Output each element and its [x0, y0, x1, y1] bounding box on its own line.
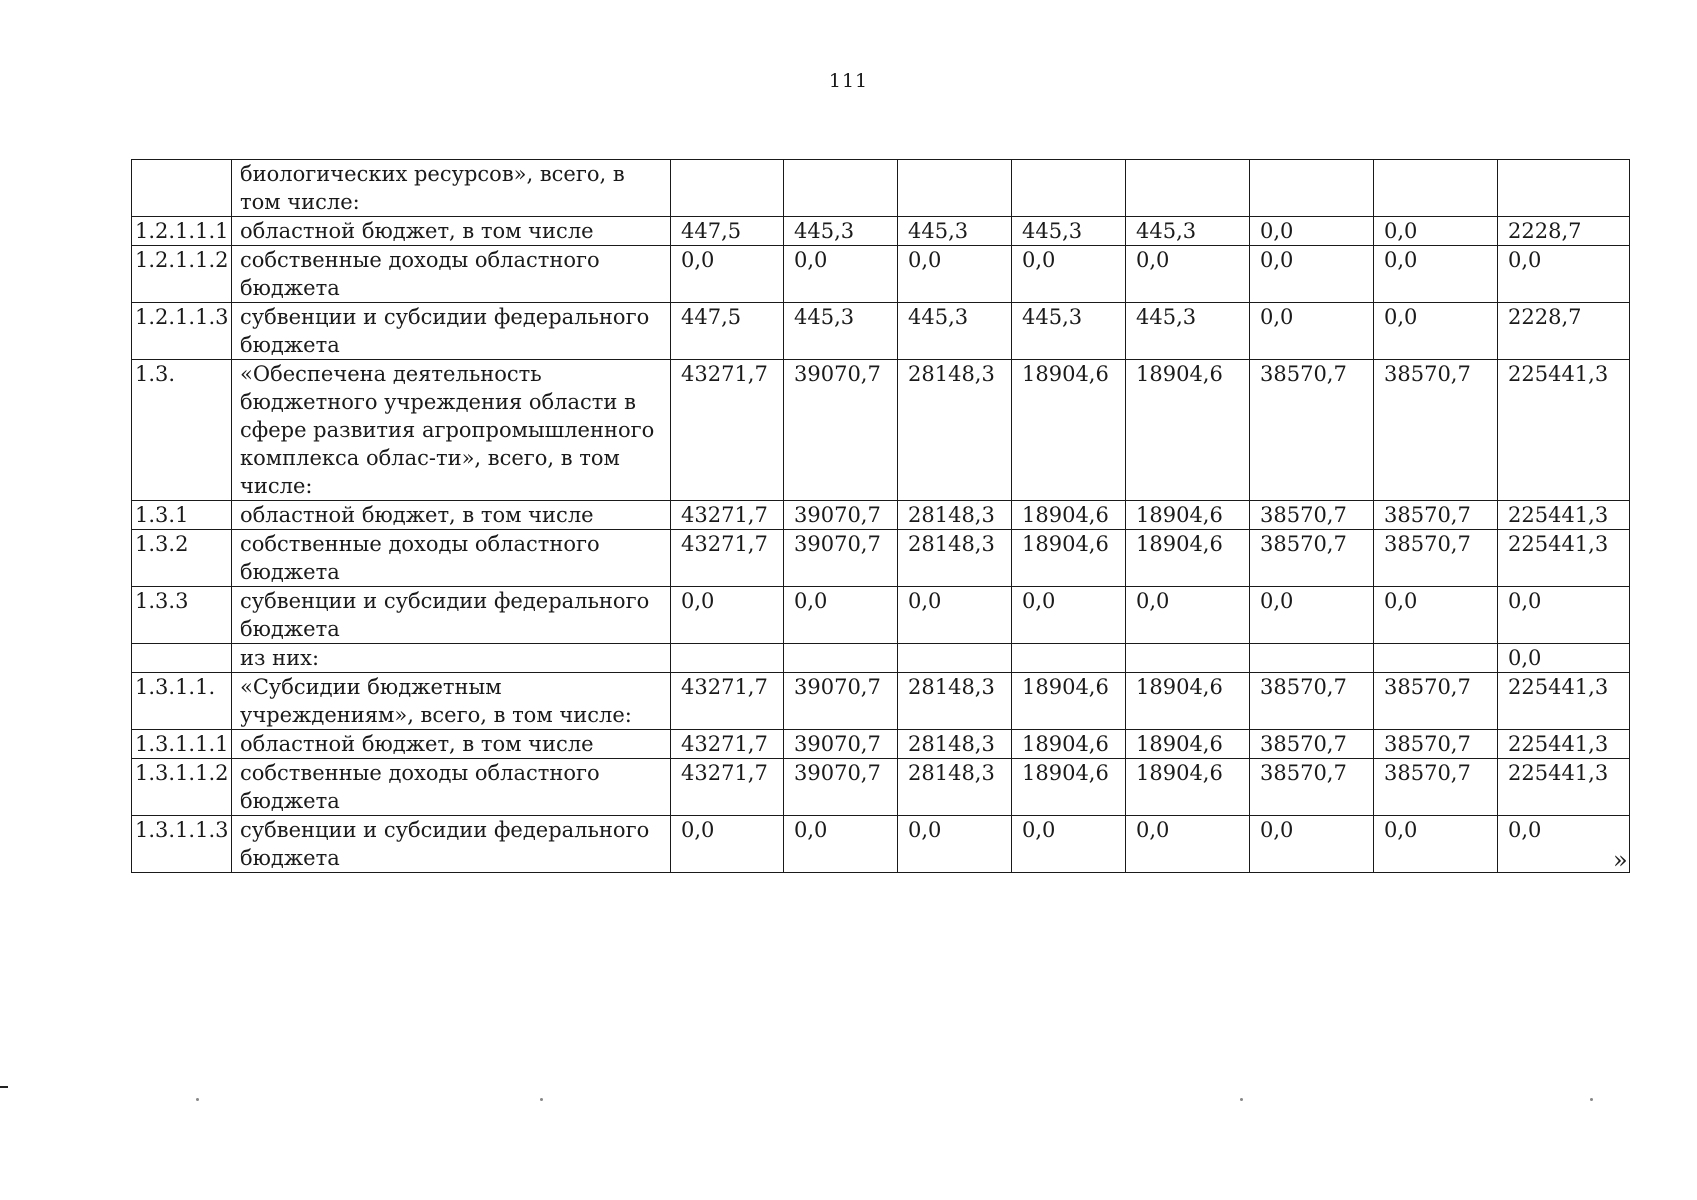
- row-value: [898, 160, 1012, 217]
- row-code: 1.3.1.1.2: [132, 759, 232, 816]
- row-value: 0,0: [1250, 246, 1374, 303]
- row-value: 225441,3: [1498, 759, 1630, 816]
- row-value: 225441,3: [1498, 673, 1630, 730]
- row-code: 1.3.3: [132, 587, 232, 644]
- row-value: [1012, 160, 1126, 217]
- row-value: 2228,7: [1498, 303, 1630, 360]
- table-row: [132, 501, 1630, 530]
- row-value: 0,0: [1012, 816, 1126, 873]
- row-value: 39070,7: [784, 360, 898, 501]
- row-value: 38570,7: [1374, 530, 1498, 587]
- row-value: 0,0: [784, 587, 898, 644]
- row-value: 18904,6: [1126, 530, 1250, 587]
- row-value: 28148,3: [898, 501, 1012, 530]
- scan-speck: [1240, 1098, 1243, 1101]
- row-value: 38570,7: [1250, 759, 1374, 816]
- row-value: 28148,3: [898, 730, 1012, 759]
- row-value: [898, 644, 1012, 673]
- row-code: 1.3.2: [132, 530, 232, 587]
- row-code: [132, 644, 232, 673]
- table-row: [132, 644, 1630, 673]
- row-value: [1012, 644, 1126, 673]
- row-value: 38570,7: [1250, 501, 1374, 530]
- row-name: областной бюджет, в том числе: [232, 730, 671, 759]
- row-value: 18904,6: [1126, 730, 1250, 759]
- row-value: 0,0: [671, 816, 784, 873]
- row-value: 43271,7: [671, 673, 784, 730]
- table-row: [132, 816, 1630, 873]
- row-value: 0,0: [1374, 587, 1498, 644]
- row-value: 445,3: [1126, 303, 1250, 360]
- row-value: 0,0: [1126, 587, 1250, 644]
- row-value: 38570,7: [1250, 730, 1374, 759]
- row-code: 1.3.1.1.: [132, 673, 232, 730]
- row-value: [1374, 160, 1498, 217]
- row-value: 38570,7: [1250, 530, 1374, 587]
- row-value: [784, 160, 898, 217]
- row-value: 0,0: [1250, 587, 1374, 644]
- row-name: биологических ресурсов», всего, в том числе:: [232, 160, 671, 217]
- row-value: 18904,6: [1012, 759, 1126, 816]
- row-value: 38570,7: [1250, 673, 1374, 730]
- table-row: [132, 673, 1630, 730]
- row-value: 0,0: [1126, 246, 1250, 303]
- row-value: 0,0: [1250, 303, 1374, 360]
- row-value: [1374, 644, 1498, 673]
- row-value: [1498, 160, 1630, 217]
- table-row: [132, 360, 1630, 501]
- row-value: 447,5: [671, 217, 784, 246]
- row-name: областной бюджет, в том числе: [232, 217, 671, 246]
- row-value: 445,3: [1012, 217, 1126, 246]
- row-value: 0,0: [1250, 217, 1374, 246]
- row-value: 445,3: [898, 303, 1012, 360]
- row-value: 43271,7: [671, 759, 784, 816]
- row-code: 1.2.1.1.1: [132, 217, 232, 246]
- row-value: 0,0: [1012, 246, 1126, 303]
- row-value: 43271,7: [671, 501, 784, 530]
- row-value: 39070,7: [784, 759, 898, 816]
- row-value: 0,0: [1498, 587, 1630, 644]
- row-value: 225441,3: [1498, 501, 1630, 530]
- scan-speck: [540, 1098, 543, 1101]
- row-value: 225441,3: [1498, 730, 1630, 759]
- row-value: 0,0: [671, 246, 784, 303]
- row-value: 225441,3: [1498, 360, 1630, 501]
- budget-table: [131, 159, 1630, 873]
- row-value: 445,3: [784, 217, 898, 246]
- row-value: 18904,6: [1126, 360, 1250, 501]
- row-value: 0,0: [1012, 587, 1126, 644]
- row-name: «Субсидии бюджетным учреждениям», всего, в том числе:: [232, 673, 671, 730]
- row-value: 0,0: [1250, 816, 1374, 873]
- row-value: 0,0: [1374, 303, 1498, 360]
- table-row: [132, 530, 1630, 587]
- row-code: [132, 160, 232, 217]
- row-value: 0,0: [784, 246, 898, 303]
- row-value: 0,0: [1374, 246, 1498, 303]
- row-value: 18904,6: [1012, 501, 1126, 530]
- row-value: 0,0: [1126, 816, 1250, 873]
- row-value: 0,0: [1498, 816, 1630, 873]
- row-name: из них:: [232, 644, 671, 673]
- row-value: [1126, 644, 1250, 673]
- row-name: субвенции и субсидии федерального бюджета: [232, 816, 671, 873]
- table-body: [132, 160, 1630, 873]
- row-value: 43271,7: [671, 530, 784, 587]
- table-row: [132, 246, 1630, 303]
- row-value: 38570,7: [1374, 360, 1498, 501]
- row-value: 38570,7: [1250, 360, 1374, 501]
- row-value: 18904,6: [1012, 730, 1126, 759]
- row-value: 447,5: [671, 303, 784, 360]
- row-value: 0,0: [784, 816, 898, 873]
- row-code: 1.3.1.1.1: [132, 730, 232, 759]
- row-code: 1.3.1: [132, 501, 232, 530]
- row-value: 0,0: [898, 587, 1012, 644]
- row-value: 38570,7: [1374, 759, 1498, 816]
- table-row: [132, 587, 1630, 644]
- row-value: 38570,7: [1374, 730, 1498, 759]
- row-name: «Обеспечена деятельность бюджетного учреждения области в сфере развития агропромышленного комплекса облас-ти», всего, в том числе:: [232, 360, 671, 501]
- row-value: 43271,7: [671, 360, 784, 501]
- closing-quote: »: [1613, 846, 1628, 874]
- row-code: 1.2.1.1.3: [132, 303, 232, 360]
- scan-speck: [196, 1098, 199, 1101]
- row-value: 445,3: [898, 217, 1012, 246]
- row-name: субвенции и субсидии федерального бюджета: [232, 587, 671, 644]
- table-row: [132, 730, 1630, 759]
- page-number: 111: [828, 70, 869, 92]
- row-value: 39070,7: [784, 673, 898, 730]
- row-value: [1126, 160, 1250, 217]
- row-value: 445,3: [1126, 217, 1250, 246]
- row-value: 39070,7: [784, 530, 898, 587]
- row-value: 38570,7: [1374, 501, 1498, 530]
- row-value: 445,3: [784, 303, 898, 360]
- row-value: 0,0: [1498, 644, 1630, 673]
- row-value: 28148,3: [898, 530, 1012, 587]
- row-code: 1.3.1.1.3: [132, 816, 232, 873]
- row-name: собственные доходы областного бюджета: [232, 246, 671, 303]
- row-value: 39070,7: [784, 501, 898, 530]
- row-value: 18904,6: [1012, 360, 1126, 501]
- row-value: [671, 160, 784, 217]
- row-value: [1250, 160, 1374, 217]
- row-value: 28148,3: [898, 360, 1012, 501]
- row-value: 2228,7: [1498, 217, 1630, 246]
- row-value: [671, 644, 784, 673]
- row-value: 0,0: [671, 587, 784, 644]
- row-value: 18904,6: [1126, 673, 1250, 730]
- row-code: 1.2.1.1.2: [132, 246, 232, 303]
- row-value: 0,0: [1374, 816, 1498, 873]
- row-value: [784, 644, 898, 673]
- table-row: [132, 759, 1630, 816]
- row-value: 28148,3: [898, 759, 1012, 816]
- row-name: собственные доходы областного бюджета: [232, 530, 671, 587]
- row-value: 445,3: [1012, 303, 1126, 360]
- row-code: 1.3.: [132, 360, 232, 501]
- row-value: 18904,6: [1012, 673, 1126, 730]
- table-row: [132, 217, 1630, 246]
- row-value: 18904,6: [1012, 530, 1126, 587]
- row-value: 0,0: [1498, 246, 1630, 303]
- row-value: 18904,6: [1126, 501, 1250, 530]
- table-row: [132, 303, 1630, 360]
- table-row: [132, 160, 1630, 217]
- scan-dash: [0, 1086, 8, 1088]
- row-name: собственные доходы областного бюджета: [232, 759, 671, 816]
- row-value: 39070,7: [784, 730, 898, 759]
- row-value: 28148,3: [898, 673, 1012, 730]
- row-value: 225441,3: [1498, 530, 1630, 587]
- row-value: 0,0: [898, 246, 1012, 303]
- row-name: областной бюджет, в том числе: [232, 501, 671, 530]
- row-value: 18904,6: [1126, 759, 1250, 816]
- scan-speck: [1590, 1098, 1593, 1101]
- row-value: 43271,7: [671, 730, 784, 759]
- row-value: 0,0: [1374, 217, 1498, 246]
- row-value: [1250, 644, 1374, 673]
- row-value: 38570,7: [1374, 673, 1498, 730]
- row-value: 0,0: [898, 816, 1012, 873]
- row-name: субвенции и субсидии федерального бюджета: [232, 303, 671, 360]
